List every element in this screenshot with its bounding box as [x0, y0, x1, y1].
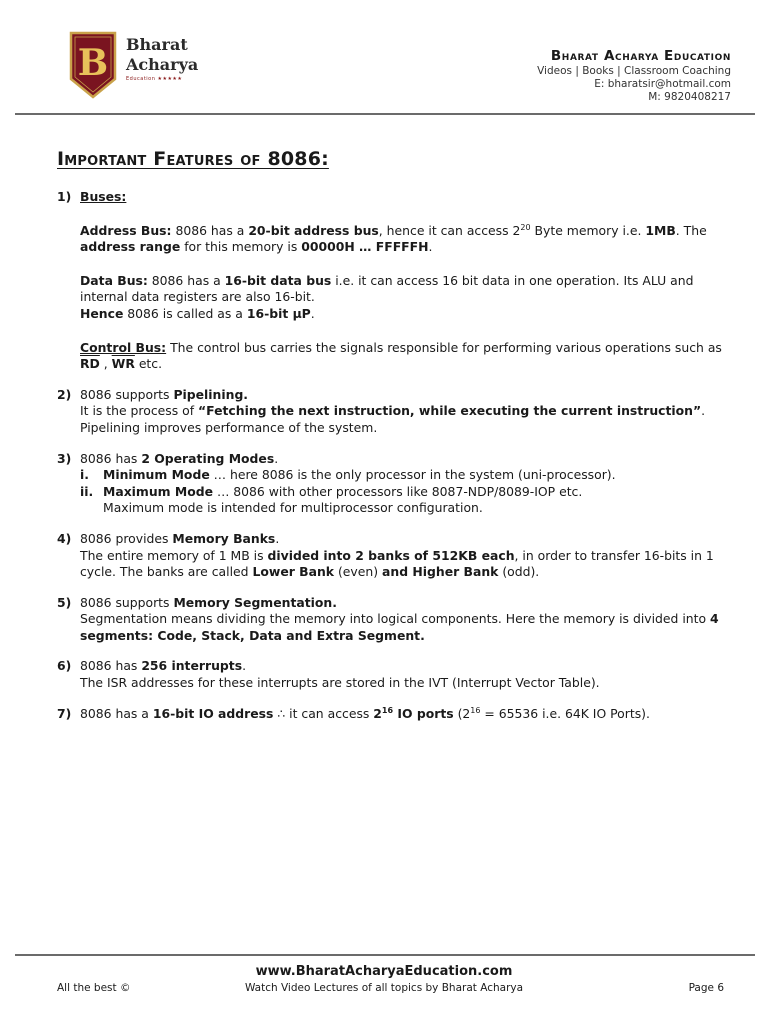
item-number: 4) — [57, 530, 72, 546]
header-divider — [15, 113, 755, 115]
feature-item-io-address: 7) 8086 has a 16-bit IO address ∴ it can access $2^{16}$ IO ports ($2^{16} = 65536$ i.e. 64K IO Ports). — [57, 705, 650, 721]
logo-text — [126, 35, 198, 82]
logo-name-line1: Bharat — [126, 35, 188, 54]
logo-name-line2: Acharya — [126, 55, 199, 74]
org-services: Videos | Books | Classroom Coaching — [537, 65, 731, 77]
item-number: 6) — [57, 658, 72, 674]
maximum-mode: ii. Maximum Mode … 8086 with other processors like 8087-NDP/8089-IOP etc. Maximum mode is intended for multiprocessor configuration. — [80, 483, 583, 516]
footer-left-text: All the best © — [57, 982, 131, 994]
org-info — [537, 48, 731, 104]
logo-tagline: Education ★★★★★ — [126, 76, 183, 82]
item-number: 5) — [57, 594, 72, 610]
logo-letter: B — [77, 42, 109, 84]
feature-item-memory-banks: 4) 8086 provides Memory Banks. The entire memory of 1 MB is divided into 2 banks of 512KB each, in order to transfer 16-bits in 1 cycle. The banks are called Lower Bank (even) and Higher Bank (odd). — [57, 530, 714, 580]
footer-center-text: Watch Video Lectures of all topics by Bharat Acharya — [244, 982, 524, 994]
feature-item-pipelining: 2) 8086 supports Pipelining. It is the process of “Fetching the next instruction, while executing the current instruction”. Pipelining improves performance of the system. — [57, 386, 706, 435]
feature-list — [57, 189, 737, 736]
address-bus-paragraph: Address Bus: 8086 has a 20-bit address bus, hence it can access $2^{20}$ Byte memory i.e. 1MB. The address range for this memory is 00000H … FFFFFH. — [80, 222, 707, 255]
footer-divider — [15, 954, 755, 956]
brand-logo — [69, 31, 198, 99]
org-email: E: bharatsir@hotmail.com — [594, 78, 731, 90]
page-title: Important Features of 8086: — [57, 148, 329, 170]
footer-website-link[interactable]: www.BharatAcharyaEducation.com — [255, 964, 513, 979]
feature-item-operating-modes: 3) 8086 has 2 Operating Modes. i. Minimum Mode … here 8086 is the only processor in the system (uni-processor). ii. Maximum Mode … 8086 with other processors like 8087-NDP/8089-IOP etc. Maximum mode is intended for multiprocessor configuration. — [57, 451, 737, 517]
data-bus-paragraph: Data Bus: 8086 has a 16-bit data bus i.e. it can access 16 bit data in one operation. Its ALU and internal data registers are also 16-bit. Hence 8086 is called as a 16-bit µP. — [80, 272, 694, 321]
item-number: 3) — [57, 450, 72, 466]
page-number: Page 6 — [688, 982, 724, 994]
feature-item-segmentation: 5) 8086 supports Memory Segmentation. Segmentation means dividing the memory into logical components. Here the memory is divided into 4 segments: Code, Stack, Data and Extra Segment. — [57, 594, 719, 643]
shield-logo-icon — [69, 31, 117, 99]
feature-item-interrupts: 6) 8086 has 256 interrupts. The ISR addresses for these interrupts are stored in the IVT (Interrupt Vector Table). — [57, 658, 600, 691]
rd-signal: $\overline{RD}$ — [80, 356, 100, 372]
org-title: Bharat Acharya Education — [550, 48, 731, 64]
item-number: 7) — [57, 705, 72, 721]
control-bus-paragraph: Control Bus: The control bus carries the signals responsible for performing various operations such as $\overline{RD}$ , $\overline{WR}$ etc. — [80, 339, 722, 372]
minimum-mode: i. Minimum Mode … here 8086 is the only processor in the system (uni-processor). — [80, 467, 616, 483]
org-mobile: M: 9820408217 — [648, 91, 731, 103]
buses-heading: Buses: — [80, 189, 127, 204]
feature-item-buses — [57, 189, 737, 373]
item-number: 2) — [57, 386, 72, 402]
item-number: 1) — [57, 189, 72, 204]
wr-signal: $\overline{WR}$ — [111, 356, 135, 372]
